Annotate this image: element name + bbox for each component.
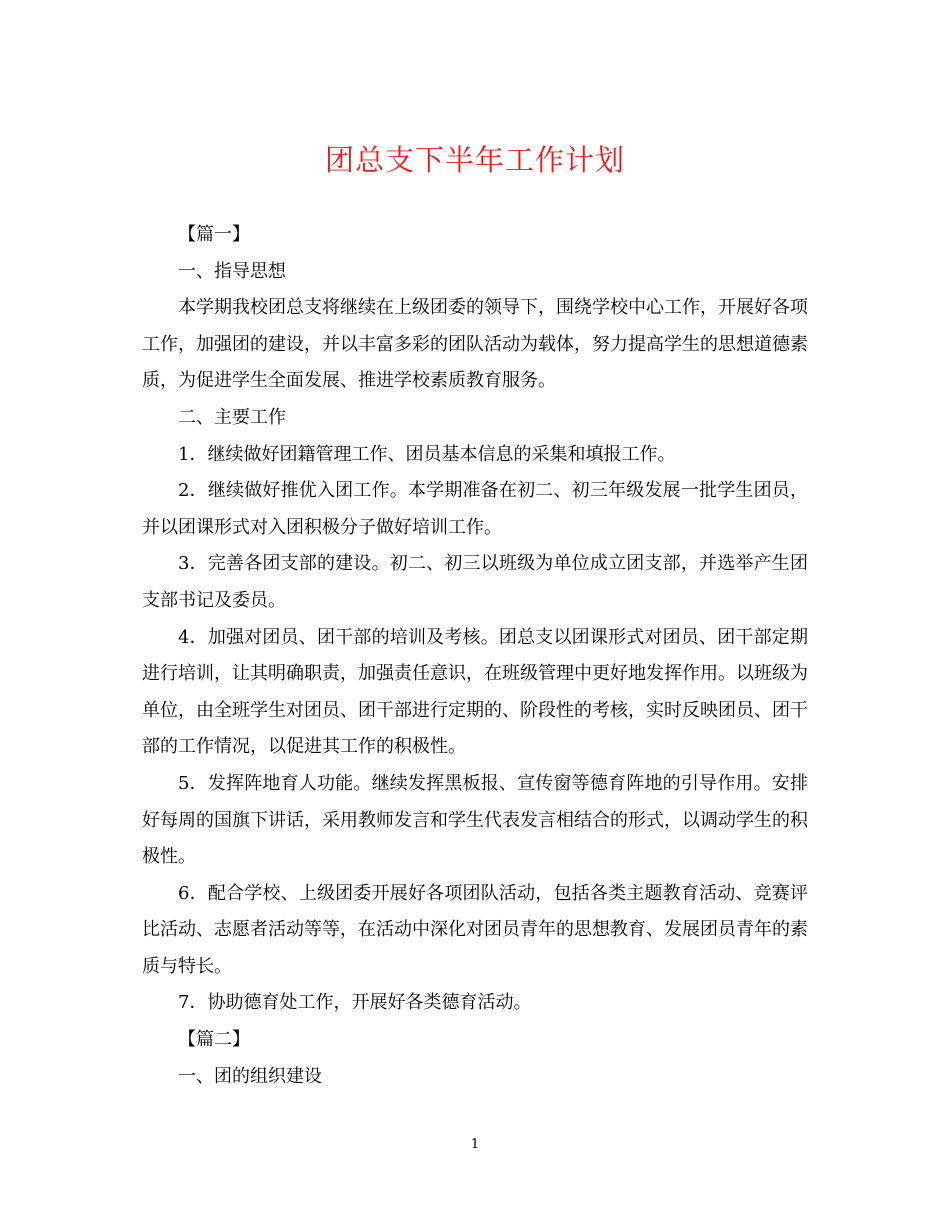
list-item-6: 6．配合学校、上级团委开展好各项团队活动，包括各类主题教育活动、竞赛评比活动、志愿者活动等等，在活动中深化对团员青年的思想教育、发展团员青年的素质与特长。 [142,882,808,977]
document-body [142,217,808,1095]
list-item-3: 3．完善各团支部的建设。初二、初三以班级为单位成立团支部，并选举产生团支部书记及委员。 [142,553,808,611]
list-item-1: 1．继续做好团籍管理工作、团员基本信息的采集和填报工作。 [178,443,676,465]
section-heading-part-one: 【篇一】 [178,224,250,245]
section-heading-part-two: 【篇二】 [178,1029,250,1051]
list-item-2: 2．继续做好推优入团工作。本学期准备在初二、初三年级发展一批学生团员，并以团课形式对入团积极分子做好培训工作。 [142,480,808,538]
heading-main-work: 二、主要工作 [178,406,286,428]
heading-guiding-ideology: 一、指导思想 [178,260,286,282]
list-item-5: 5．发挥阵地育人功能。继续发挥黑板报、宣传窗等德育阵地的引导作用。安排好每周的国旗下讲话，采用教师发言和学生代表发言相结合的形式，以调动学生的积极性。 [142,772,808,868]
document-title: 团总支下半年工作计划 [324,143,625,177]
list-item-4: 4．加强对团员、团干部的培训及考核。团总支以团课形式对团员、团干部定期进行培训，让其明确职责，加强责任意识，在班级管理中更好地发挥作用。以班级为单位，由全班学生对团员、团干部进行定期的、阶段性的考核，实时反映团员、团干部的工作情况，以促进其工作的积极性。 [142,626,808,758]
page-number: 1 [470,1137,480,1152]
paragraph-guiding-ideology: 本学期我校团总支将继续在上级团委的领导下，围绕学校中心工作，开展好各项工作，加强团的建设，并以丰富多彩的团队活动为载体，努力提高学生的思想道德素质，为促进学生全面发展、推进学校素质教育服务。 [142,297,808,392]
list-item-7: 7．协助德育处工作，开展好各类德育活动。 [178,992,532,1014]
heading-organization-building: 一、团的组织建设 [178,1065,322,1087]
